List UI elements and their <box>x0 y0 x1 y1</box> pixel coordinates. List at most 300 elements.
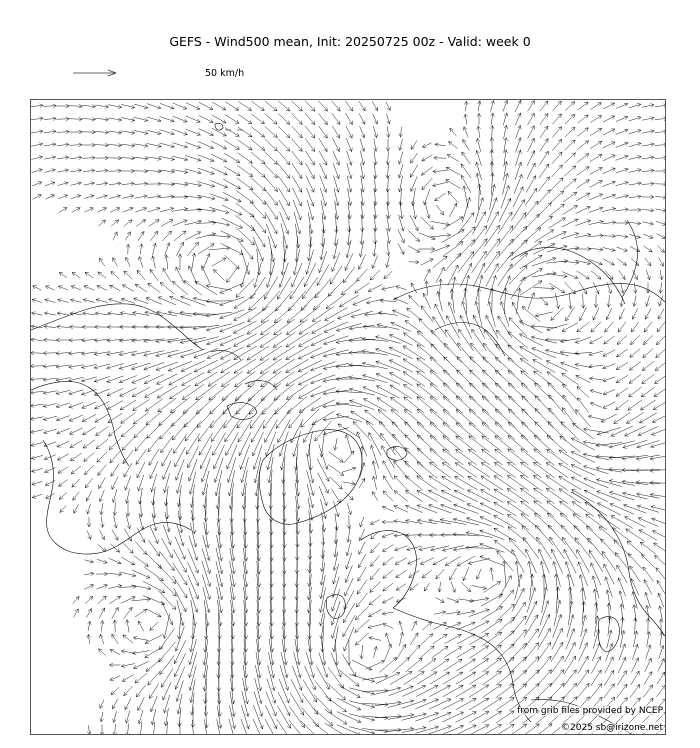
wind-arrow <box>74 609 79 617</box>
wind-arrow <box>220 297 245 306</box>
wind-arrow <box>603 168 615 174</box>
wind-arrow <box>443 423 463 440</box>
wind-arrow <box>446 167 460 174</box>
wind-arrow <box>335 639 339 665</box>
wind-arrow <box>651 441 665 448</box>
wind-arrow <box>496 724 514 734</box>
wind-arrow <box>110 663 121 667</box>
wind-arrow <box>292 126 303 138</box>
wind-arrow <box>72 479 80 487</box>
wind-arrow <box>220 310 245 319</box>
wind-arrow <box>109 558 121 564</box>
wind-arrow <box>225 102 238 110</box>
wind-arrow <box>538 614 549 637</box>
wind-arrow <box>108 573 121 577</box>
wind-arrow <box>580 307 587 320</box>
wind-arrow <box>590 154 602 161</box>
wind-arrow <box>238 140 252 150</box>
wind-arrow <box>424 269 430 280</box>
wind-arrow <box>257 574 261 600</box>
wind-arrow <box>208 247 229 251</box>
wind-arrow <box>509 318 527 337</box>
wind-arrow <box>387 243 391 256</box>
wind-arrow <box>324 336 349 345</box>
wind-arrow <box>576 206 590 213</box>
wind-arrow <box>216 574 223 599</box>
wind-arrow <box>69 338 83 342</box>
wind-arrow <box>57 441 69 447</box>
wind-arrow <box>494 476 516 491</box>
wind-arrow <box>409 296 419 307</box>
wind-arrow <box>125 476 131 490</box>
wind-arrow <box>604 564 614 584</box>
wind-arrow <box>371 520 380 525</box>
wind-arrow <box>436 598 444 603</box>
wind-arrow <box>189 666 196 691</box>
wind-arrow <box>56 390 70 394</box>
wind-arrow <box>121 413 136 424</box>
wind-arrow <box>503 174 509 195</box>
wind-arrow <box>460 263 471 286</box>
wind-arrow <box>657 234 665 239</box>
wind-arrow <box>212 115 226 123</box>
wind-arrow <box>389 360 412 372</box>
wind-arrow <box>255 678 263 703</box>
wind-arrow <box>419 247 435 251</box>
wind-arrow <box>591 271 601 279</box>
wind-arrow <box>390 385 412 399</box>
wind-arrow <box>534 462 555 478</box>
wind-arrow <box>293 188 302 206</box>
wind-arrow <box>590 168 602 175</box>
wind-arrow <box>431 221 449 225</box>
wind-arrow <box>512 589 524 612</box>
wind-arrow <box>108 105 121 109</box>
wind-arrow <box>319 138 327 151</box>
wind-arrow <box>534 475 555 490</box>
wind-arrow <box>658 246 665 253</box>
wind-arrow <box>454 490 477 502</box>
wind-arrow <box>370 568 379 579</box>
wind-arrow <box>85 585 94 590</box>
wind-arrow <box>252 114 265 124</box>
wind-arrow <box>522 526 540 545</box>
wind-arrow <box>386 164 390 179</box>
wind-arrow <box>240 445 250 469</box>
wind-arrow <box>382 520 394 524</box>
wind-arrow <box>46 286 55 290</box>
wind-arrow <box>521 462 542 478</box>
wind-arrow <box>333 163 339 178</box>
wind-arrow <box>173 116 187 122</box>
wind-arrow <box>563 192 577 202</box>
wind-arrow <box>349 376 375 381</box>
wind-arrow <box>472 251 487 273</box>
wind-arrow <box>642 117 654 121</box>
wind-arrow <box>345 578 354 596</box>
wind-arrow <box>278 126 290 137</box>
wind-arrow <box>482 632 501 646</box>
wind-arrow <box>410 584 418 590</box>
wind-arrow <box>623 440 647 448</box>
wind-arrow <box>606 590 611 610</box>
wind-arrow <box>571 464 595 475</box>
wind-arrow <box>657 580 665 593</box>
wind-arrow <box>434 623 447 630</box>
wind-arrow <box>165 255 169 269</box>
wind-arrow <box>528 101 535 112</box>
wind-arrow <box>71 182 81 186</box>
wind-arrow <box>478 184 482 210</box>
wind-arrow <box>290 693 304 715</box>
wind-arrow <box>186 129 201 135</box>
wind-arrow <box>363 374 388 382</box>
wind-arrow <box>193 337 218 345</box>
wind-arrow <box>566 307 575 321</box>
wind-arrow <box>218 509 222 535</box>
wind-arrow <box>402 713 426 721</box>
wind-arrow <box>582 602 586 625</box>
wind-arrow <box>265 201 278 220</box>
wind-arrow <box>83 143 95 147</box>
wind-arrow <box>408 558 420 564</box>
wind-arrow <box>484 582 501 593</box>
wind-arrow <box>174 231 186 241</box>
wind-arrow <box>243 548 248 574</box>
wind-arrow <box>523 214 540 231</box>
wind-arrow <box>252 101 265 110</box>
wind-arrow <box>208 235 230 239</box>
wind-arrow <box>362 675 388 681</box>
wind-arrow <box>160 282 174 293</box>
wind-arrow <box>440 518 465 524</box>
wind-arrow <box>463 186 468 208</box>
wind-arrow <box>83 427 96 435</box>
wind-arrow <box>521 475 542 490</box>
wind-arrow <box>336 377 362 381</box>
wind-arrow <box>174 550 187 573</box>
wind-arrow <box>307 457 314 482</box>
wind-arrow <box>123 285 134 291</box>
wind-arrow <box>416 726 439 734</box>
wind-arrow <box>168 361 191 371</box>
wind-arrow <box>145 399 162 411</box>
wind-arrow <box>550 683 564 698</box>
wind-arrow <box>539 164 549 178</box>
wind-arrow <box>467 517 492 526</box>
wind-arrow <box>468 490 491 502</box>
wind-arrow <box>238 153 253 163</box>
wind-arrow <box>57 156 68 160</box>
wind-arrow <box>604 670 614 685</box>
wind-arrow <box>278 692 290 715</box>
wind-arrow <box>349 714 374 721</box>
wind-arrow <box>212 141 227 149</box>
wind-arrow <box>520 346 542 359</box>
wind-arrow <box>361 176 365 192</box>
wind-arrow <box>172 281 187 294</box>
wind-arrow <box>69 352 83 356</box>
wind-arrow <box>385 633 390 645</box>
wind-arrow <box>345 254 353 271</box>
wind-arrow <box>114 516 118 528</box>
wind-arrow <box>566 629 575 650</box>
wind-arrow <box>365 410 386 426</box>
wind-arrow <box>629 182 641 186</box>
wind-arrow <box>552 165 563 177</box>
wind-arrow <box>564 670 577 686</box>
wind-arrow <box>162 538 173 557</box>
wind-arrow <box>173 143 188 148</box>
wind-arrow <box>190 679 196 702</box>
wind-arrow <box>138 698 145 711</box>
wind-arrow <box>195 281 217 294</box>
wind-arrow <box>425 281 429 295</box>
wind-arrow <box>643 685 652 697</box>
wind-arrow <box>344 451 354 463</box>
wind-arrow <box>626 529 644 541</box>
wind-arrow <box>44 455 55 460</box>
wind-arrow <box>616 181 629 185</box>
wind-arrow <box>87 609 92 618</box>
wind-arrow <box>301 292 319 311</box>
wind-arrow <box>110 451 120 463</box>
wind-arrow <box>589 351 603 356</box>
wind-arrow <box>265 139 278 151</box>
wind-arrow <box>485 251 500 272</box>
wind-arrow <box>355 633 368 645</box>
wind-arrow <box>383 597 394 603</box>
wind-arrow <box>469 725 489 734</box>
wind-arrow <box>650 455 665 460</box>
wind-arrow <box>445 622 460 629</box>
wind-arrow <box>70 156 82 160</box>
wind-arrow <box>607 295 611 307</box>
wind-arrow <box>253 705 263 729</box>
coastline-svalbard <box>387 447 407 461</box>
wind-arrow <box>134 424 148 437</box>
wind-arrow <box>640 542 655 554</box>
wind-arrow <box>84 195 94 199</box>
wind-arrow <box>266 692 276 716</box>
wind-arrow <box>390 672 412 685</box>
wind-arrow <box>162 448 172 466</box>
wind-arrow <box>70 325 83 329</box>
wind-arrow <box>413 201 417 219</box>
wind-arrow <box>573 423 594 438</box>
wind-arrow <box>553 114 562 124</box>
wind-arrow <box>234 334 257 347</box>
wind-arrow <box>494 489 516 503</box>
wind-arrow <box>656 335 665 344</box>
wind-arrow <box>251 177 266 190</box>
wind-arrow <box>43 378 57 382</box>
wind-arrow <box>603 142 615 148</box>
wind-arrow <box>369 609 382 616</box>
wind-arrow <box>616 168 628 173</box>
wind-arrow <box>137 528 145 543</box>
wind-arrow <box>305 126 315 138</box>
wind-arrow <box>135 673 147 683</box>
wind-arrow <box>168 350 192 358</box>
wind-arrow <box>642 156 654 160</box>
wind-arrow <box>260 346 282 360</box>
wind-arrow <box>516 288 521 314</box>
wind-arrow <box>69 390 83 395</box>
wind-arrow <box>655 143 665 147</box>
wind-arrow <box>577 550 590 573</box>
wind-arrow <box>260 333 282 347</box>
wind-arrow <box>359 529 364 540</box>
wind-arrow <box>120 400 136 410</box>
wind-arrow <box>430 423 450 440</box>
wind-arrow <box>515 113 521 125</box>
wind-arrow <box>642 374 654 383</box>
wind-arrow <box>618 322 626 332</box>
wind-arrow <box>430 410 450 427</box>
wind-arrow <box>476 162 482 180</box>
wind-arrow <box>99 477 106 488</box>
wind-arrow <box>433 557 447 565</box>
wind-arrow <box>591 322 601 332</box>
wind-arrow <box>581 294 585 308</box>
wind-arrow <box>257 561 261 587</box>
wind-arrow <box>660 632 664 646</box>
wind-arrow <box>434 611 445 615</box>
wind-arrow <box>480 516 504 527</box>
wind-arrow <box>87 517 91 527</box>
wind-arrow <box>644 246 652 252</box>
wind-arrow <box>157 374 178 384</box>
wind-arrow <box>70 130 83 134</box>
wind-arrow <box>636 455 660 460</box>
wind-arrow <box>227 445 237 469</box>
wind-arrow <box>144 375 163 384</box>
wind-arrow <box>82 339 96 343</box>
wind-arrow <box>108 413 122 422</box>
wind-arrow <box>371 556 380 567</box>
wind-arrow <box>374 139 378 152</box>
wind-arrow <box>286 385 307 400</box>
map-frame[interactable] <box>30 99 666 735</box>
wind-arrow <box>207 336 232 345</box>
wind-arrow <box>509 266 527 285</box>
wind-arrow <box>181 296 205 306</box>
wind-arrow <box>307 470 315 495</box>
wind-arrow <box>202 471 209 495</box>
wind-arrow <box>383 583 393 591</box>
wind-arrow <box>56 365 70 369</box>
wind-arrow <box>346 139 352 152</box>
wind-arrow <box>576 220 591 226</box>
wind-arrow <box>275 396 293 414</box>
wind-arrow <box>376 361 400 371</box>
wind-arrow <box>498 264 512 286</box>
wind-arrow <box>185 156 201 162</box>
wind-arrow <box>203 639 208 665</box>
wind-arrow <box>565 562 574 587</box>
wind-arrow <box>147 104 161 109</box>
wind-arrow <box>476 173 481 195</box>
wind-arrow <box>278 139 290 151</box>
wind-arrow <box>458 599 474 603</box>
wind-arrow <box>273 333 295 348</box>
wind-arrow <box>44 442 56 447</box>
wind-arrow <box>58 467 68 473</box>
wind-arrow <box>483 357 501 375</box>
wind-arrow <box>43 351 56 355</box>
wind-arrow <box>193 312 219 316</box>
wind-arrow <box>594 295 598 308</box>
wind-arrow <box>223 192 241 202</box>
wind-arrow <box>448 265 458 285</box>
wind-arrow <box>172 156 187 161</box>
wind-arrow <box>578 398 589 412</box>
wind-arrow <box>120 388 137 396</box>
wind-arrow <box>311 362 336 371</box>
wind-arrow <box>433 182 448 187</box>
wind-arrow <box>173 103 187 109</box>
wind-arrow <box>373 242 377 257</box>
wind-arrow <box>107 401 122 409</box>
wind-arrow <box>253 237 263 261</box>
wind-arrow <box>365 660 384 669</box>
wind-arrow <box>588 538 605 558</box>
wind-arrow <box>383 545 394 552</box>
wind-arrow <box>508 514 529 529</box>
wind-arrow <box>191 613 195 639</box>
wind-arrow <box>83 105 96 109</box>
wind-arrow <box>88 621 92 631</box>
wind-arrow <box>420 646 434 658</box>
wind-arrow <box>371 543 380 553</box>
wind-arrow <box>575 352 591 356</box>
wind-arrow <box>447 316 460 339</box>
wind-arrow <box>238 420 252 442</box>
wind-arrow <box>446 611 460 615</box>
wind-arrow <box>168 325 193 329</box>
wind-arrow <box>419 319 435 336</box>
wind-arrow <box>373 126 377 137</box>
wind-arrow <box>602 551 616 570</box>
wind-arrow <box>416 685 438 696</box>
wind-arrow <box>618 259 627 266</box>
wind-arrow <box>404 410 424 427</box>
wind-arrow <box>362 362 387 369</box>
wind-arrow <box>172 208 187 212</box>
wind-arrow <box>642 208 653 212</box>
wind-arrow <box>251 152 265 164</box>
wind-arrow <box>603 390 614 395</box>
wind-arrow <box>282 639 287 665</box>
wind-map <box>31 100 665 734</box>
wind-arrow <box>495 396 514 413</box>
wind-arrow <box>405 321 423 334</box>
wind-arrow <box>287 305 307 322</box>
wind-arrow <box>111 272 119 279</box>
wind-arrow <box>374 151 378 165</box>
wind-arrow <box>44 130 56 134</box>
wind-arrow <box>31 104 43 108</box>
wind-arrow <box>152 513 157 531</box>
wind-arrow <box>212 258 226 266</box>
wind-arrow <box>177 485 181 506</box>
wind-arrow <box>534 230 553 242</box>
wind-arrow <box>469 449 490 464</box>
wind-arrow <box>147 157 161 161</box>
wind-arrow <box>139 257 143 268</box>
wind-arrow <box>175 447 186 467</box>
